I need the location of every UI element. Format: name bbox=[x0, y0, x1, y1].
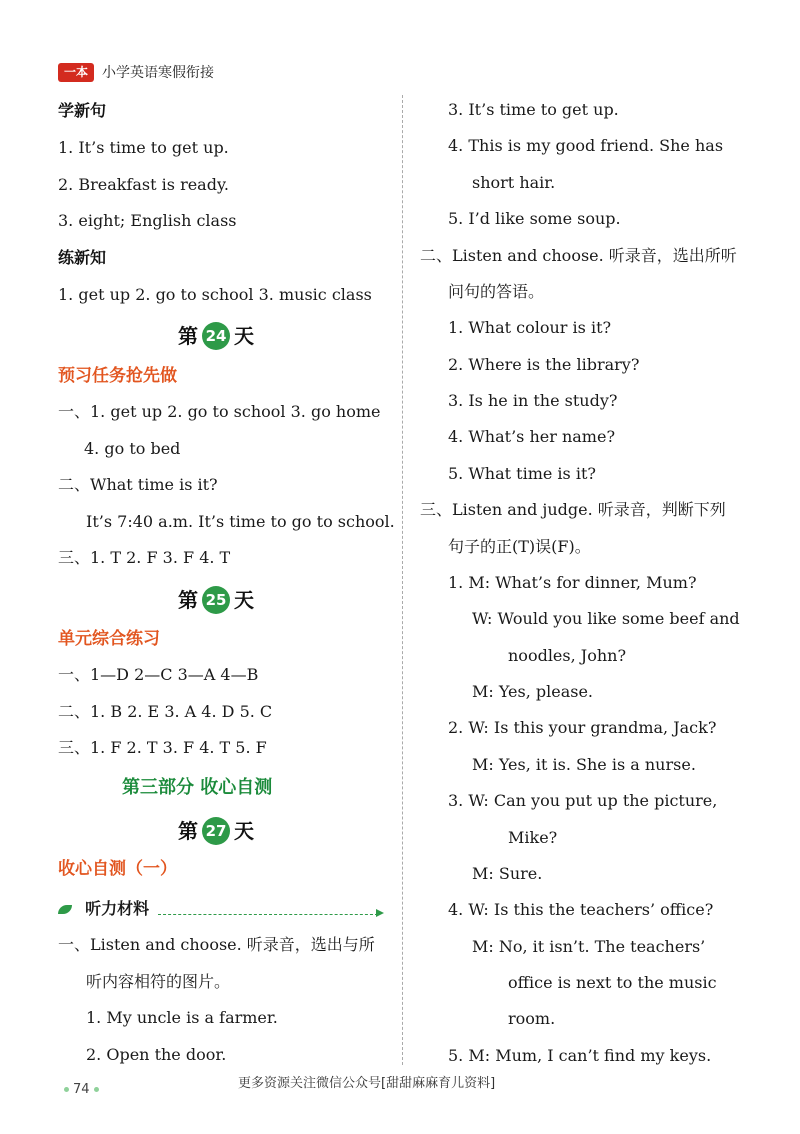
day-number-badge: 24 bbox=[202, 322, 230, 350]
part-three-heading: 第三部分 收心自测 bbox=[122, 777, 273, 798]
answer-line: 5. I’d like some soup. bbox=[448, 209, 621, 228]
section-yuxi: 预习任务抢先做 bbox=[58, 366, 177, 386]
answer-line: 二、1. B 2. E 3. A 4. D 5. C bbox=[58, 702, 273, 721]
answer-line: 问句的答语。 bbox=[448, 282, 545, 301]
answer-line: 3. It’s time to get up. bbox=[448, 100, 619, 119]
answer-line: 一、Listen and choose. 听录音，选出与所 bbox=[58, 935, 375, 954]
section-danyuan: 单元综合练习 bbox=[58, 629, 160, 649]
answer-line: 2. Where is the library? bbox=[448, 355, 640, 374]
day-heading-25 bbox=[178, 586, 254, 614]
footer-note: 更多资源关注微信公众号[甜甜麻麻育儿资料] bbox=[238, 1076, 496, 1091]
answer-line: 3. Is he in the study? bbox=[448, 391, 618, 410]
answer-line: It’s 7:40 a.m. It’s time to go to school. bbox=[86, 512, 395, 531]
answer-line: room. bbox=[508, 1009, 556, 1028]
answer-line: M: Sure. bbox=[472, 864, 543, 883]
day-heading-24 bbox=[178, 322, 254, 350]
answer-line: 二、What time is it? bbox=[58, 475, 218, 494]
answer-line: W: Would you like some beef and bbox=[472, 609, 740, 628]
answer-line: 听内容相符的图片。 bbox=[86, 972, 231, 991]
day-number-badge: 27 bbox=[202, 817, 230, 845]
arrow-icon bbox=[376, 909, 384, 917]
answer-line: 1. It’s time to get up. bbox=[58, 138, 229, 157]
page-header bbox=[58, 62, 214, 82]
answer-line: 2. Breakfast is ready. bbox=[58, 175, 229, 194]
answer-line: Mike? bbox=[508, 828, 558, 847]
answer-line: 5. What time is it? bbox=[448, 464, 596, 483]
answer-line: 三、1. F 2. T 3. F 4. T 5. F bbox=[58, 738, 267, 757]
day-heading-27 bbox=[178, 817, 254, 845]
day-number-badge: 25 bbox=[202, 586, 230, 614]
answer-line: M: Yes, it is. She is a nurse. bbox=[472, 755, 696, 774]
answer-line: 4. go to bed bbox=[84, 439, 181, 458]
day-suffix: 天 bbox=[234, 588, 254, 612]
answer-line: M: Yes, please. bbox=[472, 682, 594, 701]
day-prefix: 第 bbox=[178, 588, 198, 612]
answer-line: 三、1. T 2. F 3. F 4. T bbox=[58, 548, 231, 567]
listening-material-bar bbox=[58, 896, 383, 920]
day-suffix: 天 bbox=[234, 324, 254, 348]
answer-line: 1. get up 2. go to school 3. music class bbox=[58, 285, 372, 304]
page-number bbox=[60, 1082, 103, 1097]
page-number-text: 74 bbox=[73, 1082, 90, 1097]
answer-line: office is next to the music bbox=[508, 973, 717, 992]
answer-line: 一、1. get up 2. go to school 3. go home bbox=[58, 402, 381, 421]
answer-line: 2. W: Is this your grandma, Jack? bbox=[448, 718, 717, 737]
answer-line: 4. What’s her name? bbox=[448, 427, 616, 446]
answer-line: 3. eight; English class bbox=[58, 211, 237, 230]
section-lianxinzhi: 练新知 bbox=[58, 248, 107, 267]
answer-line: 句子的正(T)误(F)。 bbox=[448, 537, 591, 556]
answer-line: 1. What colour is it? bbox=[448, 318, 612, 337]
day-prefix: 第 bbox=[178, 819, 198, 843]
answer-line: 2. Open the door. bbox=[86, 1045, 227, 1064]
listening-title: 听力材料 bbox=[85, 899, 150, 918]
answer-line: 4. W: Is this the teachers’ office? bbox=[448, 900, 714, 919]
day-prefix: 第 bbox=[178, 324, 198, 348]
answer-line: 3. W: Can you put up the picture, bbox=[448, 791, 718, 810]
answer-line: 4. This is my good friend. She has bbox=[448, 136, 724, 155]
dot-icon bbox=[64, 1087, 69, 1092]
answer-line: 5. M: Mum, I can’t find my keys. bbox=[448, 1046, 712, 1065]
column-divider bbox=[402, 95, 403, 1065]
answer-line: 1. My uncle is a farmer. bbox=[86, 1008, 278, 1027]
leaf-icon bbox=[58, 905, 72, 914]
answer-line: 一、1—D 2—C 3—A 4—B bbox=[58, 665, 259, 684]
answer-line: 三、Listen and judge. 听录音，判断下列 bbox=[420, 500, 726, 519]
answer-line: noodles, John? bbox=[508, 646, 627, 665]
section-shouxin: 收心自测（一） bbox=[58, 859, 177, 879]
answer-line: short hair. bbox=[472, 173, 556, 192]
answer-line: 1. M: What’s for dinner, Mum? bbox=[448, 573, 697, 592]
dot-icon bbox=[94, 1087, 99, 1092]
book-title: 小学英语寒假衔接 bbox=[102, 65, 215, 81]
section-xuexinju: 学新句 bbox=[58, 101, 107, 120]
dashed-rule bbox=[158, 914, 378, 915]
answer-line: 二、Listen and choose. 听录音，选出所听 bbox=[420, 246, 737, 265]
answer-line: M: No, it isn’t. The teachers’ bbox=[472, 937, 706, 956]
brand-logo: 一本 bbox=[58, 63, 94, 82]
day-suffix: 天 bbox=[234, 819, 254, 843]
